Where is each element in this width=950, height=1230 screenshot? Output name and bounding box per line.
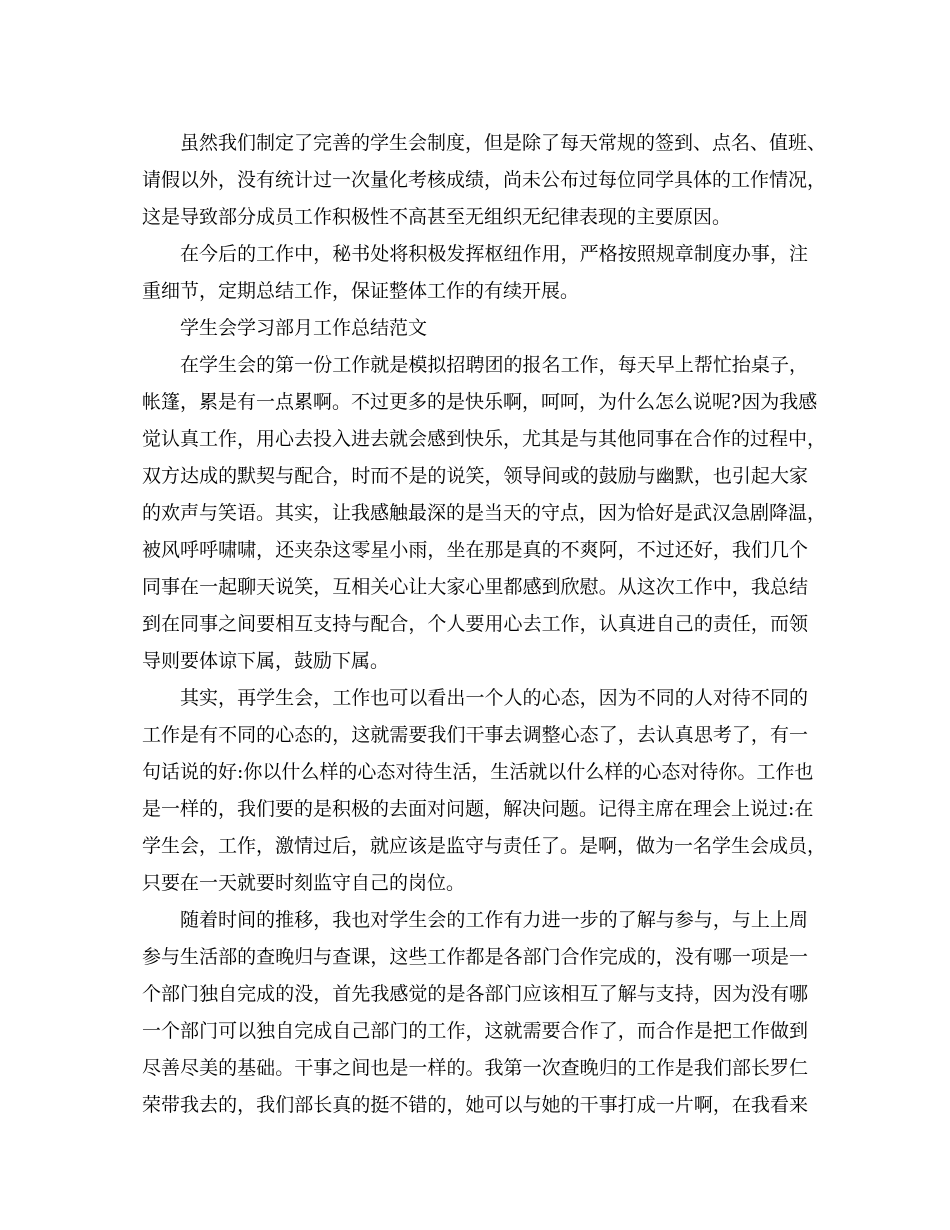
paragraph-5-line-2: 参与生活部的查晚归与查课，这些工作都是各部门合作完成的，没有哪一项是一 (142, 946, 808, 968)
paragraph-1-line-2: 请假以外，没有统计过一次量化考核成绩，尚未公布过每位同学具体的工作情况， (142, 169, 827, 191)
paragraph-3-line-7: 同事在一起聊天说笑，互相关心让大家心里都感到欣慰。从这次工作中，我总结 (142, 576, 808, 598)
paragraph-5-line-3: 个部门独自完成的没，首先我感觉的是各部门应该相互了解与支持，因为没有哪 (142, 983, 808, 1005)
paragraph-4-line-6: 只要在一天就要时刻监守自己的岗位。 (142, 872, 466, 894)
paragraph-3-line-9: 导则要体谅下属，鼓励下属。 (142, 650, 390, 672)
paragraph-5-line-1: 随着时间的推移，我也对学生会的工作有力进一步的了解与参与，与上上周 (180, 909, 808, 931)
paragraph-1-line-3: 这是导致部分成员工作积极性不高甚至无组织无纪律表现的主要原因。 (142, 206, 732, 228)
paragraph-4-line-4: 是一样的，我们要的是积极的去面对问题，解决问题。记得主席在理会上说过:在 (142, 798, 814, 820)
paragraph-1-line-1: 虽然我们制定了完善的学生会制度，但是除了每天常规的签到、点名、值班、 (180, 132, 827, 154)
paragraph-2-line-2: 重细节，定期总结工作，保证整体工作的有续开展。 (142, 280, 580, 302)
paragraph-4-line-5: 学生会，工作，激情过后，就应该是监守与责任了。是啊，做为一名学生会成员， (142, 835, 827, 857)
paragraph-3-line-1: 在学生会的第一份工作就是模拟招聘团的报名工作，每天早上帮忙抬桌子， (180, 354, 808, 376)
paragraph-3-line-6: 被风呼呼啸啸，还夹杂这零星小雨，坐在那是真的不爽阿，不过还好，我们几个 (142, 539, 808, 561)
paragraph-4-line-2: 工作是有不同的心态的，这就需要我们干事去调整心态了，去认真思考了，有一 (142, 724, 808, 746)
section-heading: 学生会学习部月工作总结范文 (180, 317, 428, 339)
paragraph-3-line-3: 觉认真工作，用心去投入进去就会感到快乐，尤其是与其他同事在合作的过程中， (142, 428, 827, 450)
paragraph-2-line-1: 在今后的工作中，秘书处将积极发挥枢纽作用，严格按照规章制度办事，注 (180, 243, 808, 265)
paragraph-3-line-8: 到在同事之间要相互支持与配合，个人要用心去工作，认真进自己的责任，而领 (142, 613, 808, 635)
paragraph-4-line-3: 句话说的好:你以什么样的心态对待生活，生活就以什么样的心态对待你。工作也 (142, 761, 814, 783)
paragraph-3-line-4: 双方达成的默契与配合，时而不是的说笑，领导间或的鼓励与幽默，也引起大家 (142, 465, 808, 487)
paragraph-5-line-6: 荣带我去的，我们部长真的挺不错的，她可以与她的干事打成一片啊，在我看来 (142, 1094, 808, 1116)
paragraph-4-line-1: 其实，再学生会，工作也可以看出一个人的心态，因为不同的人对待不同的 (180, 687, 808, 709)
paragraph-5-line-5: 尽善尽美的基础。干事之间也是一样的。我第一次查晚归的工作是我们部长罗仁 (142, 1057, 808, 1079)
paragraph-3-line-2: 帐篷，累是有一点累啊。不过更多的是快乐啊，呵呵，为什么怎么说呢?因为我感 (142, 391, 818, 413)
paragraph-3-line-5: 的欢声与笑语。其实，让我感触最深的是当天的守点，因为恰好是武汉急剧降温， (142, 502, 827, 524)
paragraph-5-line-4: 一个部门可以独自完成自己部门的工作，这就需要合作了，而合作是把工作做到 (142, 1020, 808, 1042)
